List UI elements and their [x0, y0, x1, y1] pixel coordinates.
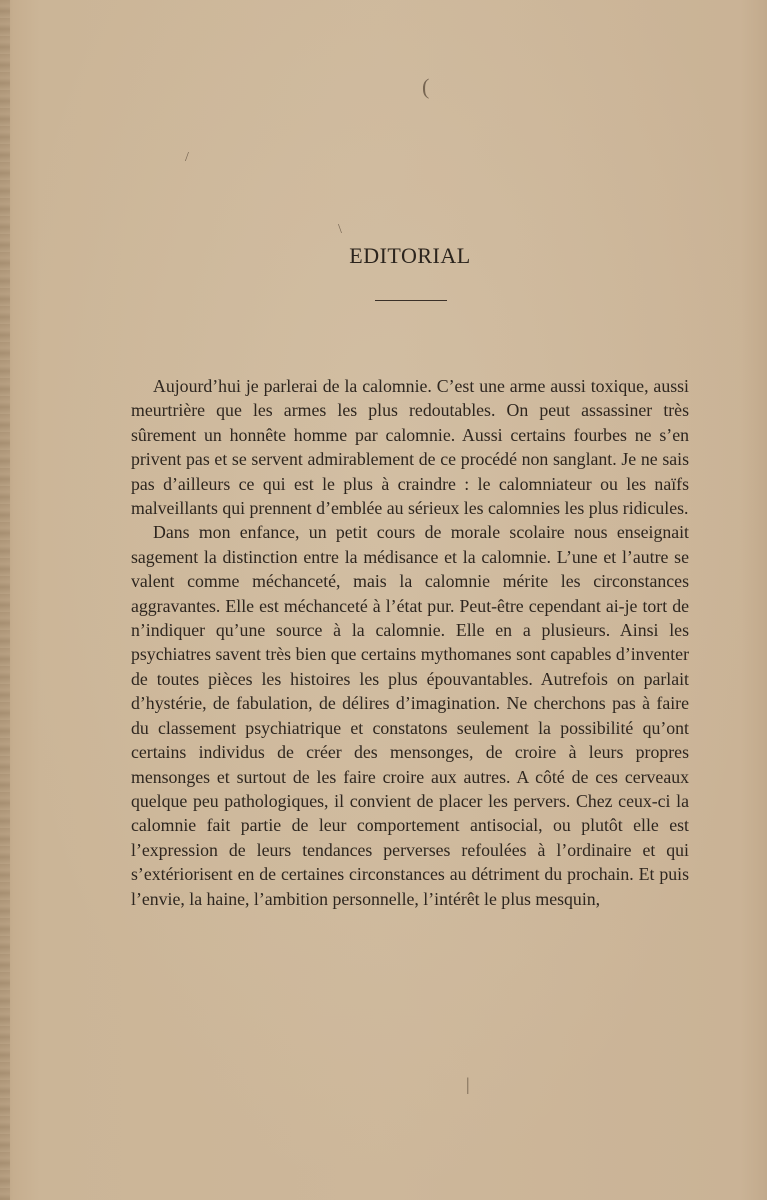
- paragraph: Aujourd’hui je parlerai de la calomnie. C’est une arme aussi toxique, aussi meurtrière que les armes les plus redoutables. On peut assassiner très sûrement un honnête homme par calomnie. Aussi certains fourbes ne s’en privent pas et se servent admirablement de ce procédé non sanglant. Je ne sais pas d’ailleurs ce qui est le plus à craindre : le calomniateur ou les naïfs malveillants qui prennent d’emblée au sérieux les calomnies les plus ridicules.: [131, 376, 689, 519]
- stray-mark: |: [466, 1074, 470, 1094]
- stray-mark: /: [185, 150, 189, 165]
- binding-edge: [0, 0, 10, 1200]
- paragraph: Dans mon enfance, un petit cours de morale scolaire nous enseignait sagement la distinction entre la médisance et la calomnie. L’une et l’autre se valent comme méchanceté, mais la calomnie mérite les circonstances aggravantes. Elle est méchanceté à l’état pur. Peut-être cependant ai-je tort de n’indiquer qu’une source à la calomnie. Elle en a plusieurs. Ainsi les psychiatres savent très bien que certains mythomanes sont capables d’inventer de toutes pièces les histoires les plus épouvantables. Autrefois on parlait d’hystérie, de fabulation, de délires d’imagination. Ne cherchons pas à faire du classement psychiatrique et constatons seulement la possibilité qu’ont certains individus de créer des mensonges, de croire à leurs propres mensonges et surtout de les faire croire aux autres. A côté de ces cerveaux quelque peu pathologiques, il convient de placer les pervers. Chez ceux-ci la calomnie fait partie de leur comportement antisocial, ou plutôt elle est l’expression de leurs tendances perverses refoulées à l’ordinaire et qui s’extériorisent en de certaines circonstances au détriment du prochain. Et puis l’envie, la haine, l’ambition personnelle, l’intérêt le plus mesquin,: [131, 522, 689, 909]
- title-rule: [375, 300, 447, 301]
- stray-mark: \: [338, 222, 342, 237]
- page-title: EDITORIAL: [349, 243, 471, 268]
- article-body: [131, 374, 689, 911]
- stray-mark: (: [422, 74, 430, 99]
